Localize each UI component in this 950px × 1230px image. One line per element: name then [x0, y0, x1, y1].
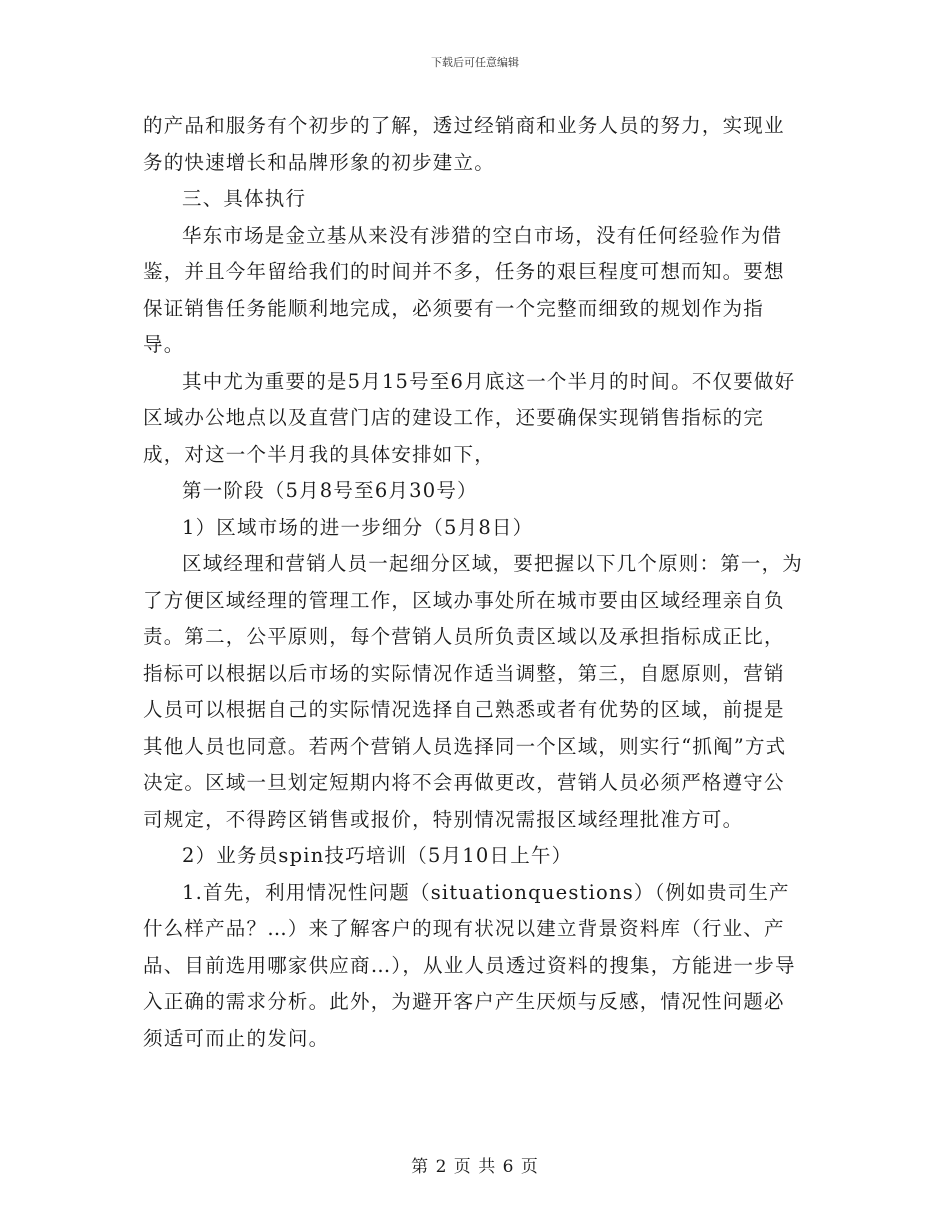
paragraph-east-china-market: 华东市场是金立基从来没有涉猎的空白市场，没有任何经验作为借鉴，并且今年留给我们的时间并不多，任务的艰巨程度可想而知。要想保证销售任务能顺利地完成，必须要有一个完整而细致的规划作为指导。	[143, 223, 785, 356]
paragraph-key-period: 其中尤为重要的是5月15号至6月底这一个半月的时间。不仅要做好区域办公地点以及直营门店的建设工作，还要确保实现销售指标的完成，对这一个半月我的具体安排如下，	[143, 369, 796, 466]
step-two-heading: 2）业务员spin技巧培训（5月10日上午）	[182, 844, 573, 867]
paragraph-situation-questions: 1.首先，利用情况性问题（situationquestions）（例如贵司生产什么样产品？…）来了解客户的现有状况以建立背景资料库（行业、产品、目前选用哪家供应商…），从业人员透过资料的搜集，方能进一步导入正确的需求分析。此外，为避开客户产生厌烦与反感，情况性问题必须适可而止的发问。	[143, 880, 796, 1050]
step-one-heading: 1）区域市场的进一步细分（5月8日）	[182, 515, 534, 539]
paragraph-region-principles: 区域经理和营销人员一起细分区域，要把握以下几个原则：第一，为了方便区域经理的管理工作，区域办事处所在城市要由区域经理亲自负责。第二，公平原则，每个营销人员所负责区域以及承担指标成正比，指标可以根据以后市场的实际情况作适当调整，第三，自愿原则，营销人员可以根据自己的实际情况选择自己熟悉或者有优势的区域，前提是其他人员也同意。若两个营销人员选择同一个区域，则实行“抓阄”方式决定。区域一旦划定短期内将不会再做更改，营销人员必须严格遵守公司规定，不得跨区销售或报价，特别情况需报区域经理批准方可。	[143, 552, 804, 831]
paragraph-intro-continuation: 的产品和服务有个初步的了解，透过经销商和业务人员的努力，实现业务的快速增长和品牌形象的初步建立。	[143, 114, 785, 174]
page-number: 第 2 页 共 6 页	[411, 1157, 539, 1177]
phase-one-heading: 第一阶段（5月8号至6月30号）	[182, 479, 478, 502]
page-header: 下载后可任意编辑	[431, 56, 519, 69]
document-body	[143, 108, 803, 1057]
page-footer	[0, 1152, 950, 1177]
section-heading-execution: 三、具体执行	[182, 187, 307, 210]
